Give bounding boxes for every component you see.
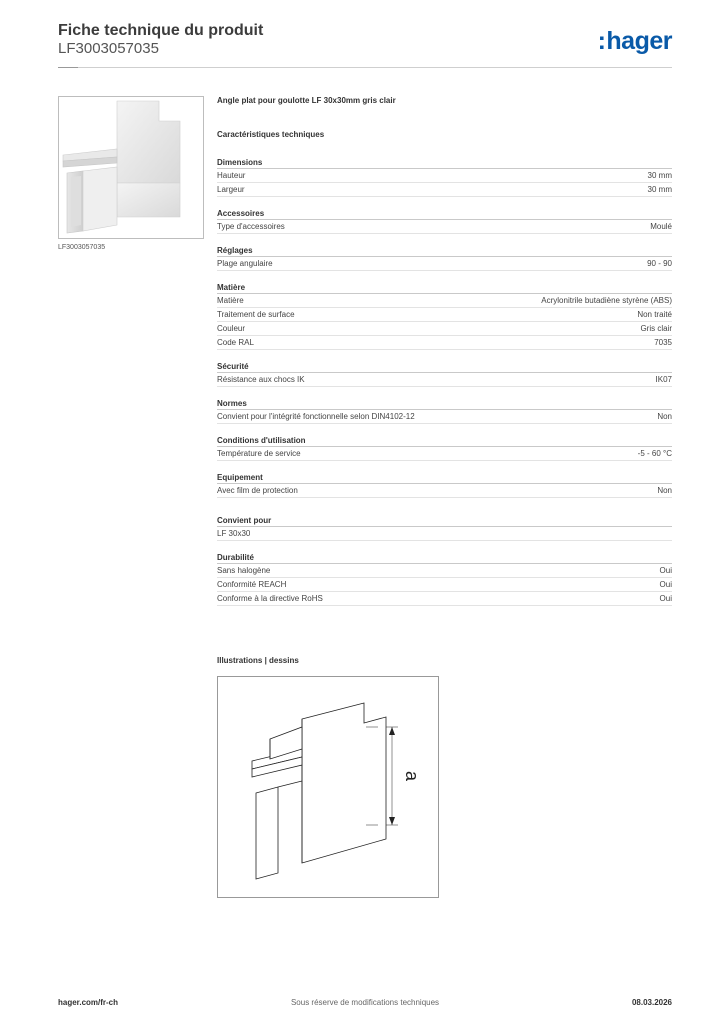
spec-row xyxy=(217,220,672,234)
spec-value: 30 mm xyxy=(647,185,672,194)
spec-row xyxy=(217,336,672,350)
section-title: Accessoires xyxy=(217,207,672,220)
section-title: Matière xyxy=(217,281,672,294)
spec-row xyxy=(217,373,672,387)
spec-label: Sans halogène xyxy=(217,566,271,575)
spec-section xyxy=(217,156,672,197)
header-divider xyxy=(58,67,672,68)
section-title: Conditions d'utilisation xyxy=(217,434,672,447)
spec-section xyxy=(217,360,672,387)
section-title: Dimensions xyxy=(217,156,672,169)
spec-value: Oui xyxy=(659,594,672,603)
page-header xyxy=(58,22,672,58)
spec-label: Température de service xyxy=(217,449,301,458)
section-title: Durabilité xyxy=(217,551,672,564)
footer-website[interactable]: hager.com/fr-ch xyxy=(58,998,119,1007)
spec-row xyxy=(217,447,672,461)
product-details xyxy=(217,96,672,616)
section-title: Normes xyxy=(217,397,672,410)
spec-row xyxy=(217,308,672,322)
spec-section xyxy=(217,551,672,606)
spec-sections xyxy=(217,156,672,606)
spec-value: Non traité xyxy=(637,310,672,319)
spec-row xyxy=(217,183,672,197)
header-divider-accent xyxy=(58,67,78,68)
photo-caption: LF3003057035 xyxy=(58,244,106,251)
product-title: Angle plat pour goulotte LF 30x30mm gris clair xyxy=(217,96,396,105)
spec-section xyxy=(217,434,672,461)
spec-label: Matière xyxy=(217,296,244,305)
logo-prefix: : xyxy=(597,27,606,55)
spec-value: Acrylonitrile butadiène styrène (ABS) xyxy=(541,296,672,305)
spec-label: Hauteur xyxy=(217,171,246,180)
spec-label: Couleur xyxy=(217,324,246,333)
footer-notice: Sous réserve de modifications techniques xyxy=(290,998,440,1007)
product-photo xyxy=(58,96,204,239)
footer-date: 08.03.2026 xyxy=(631,998,672,1007)
spec-label: Type d'accessoires xyxy=(217,222,285,231)
spec-value: Non xyxy=(657,486,672,495)
spec-row xyxy=(217,564,672,578)
spec-row xyxy=(217,484,672,498)
spec-section xyxy=(217,244,672,271)
section-title: Convient pour xyxy=(217,514,672,527)
spec-row xyxy=(217,169,672,183)
logo-text: hager xyxy=(606,27,672,55)
document-title: Fiche technique du produit xyxy=(58,22,264,39)
technical-drawing xyxy=(217,676,439,898)
spec-value: 7035 xyxy=(654,338,672,347)
spec-row xyxy=(217,592,672,606)
section-title: Réglages xyxy=(217,244,672,257)
spec-row xyxy=(217,578,672,592)
dimension-label: a xyxy=(402,770,422,782)
spec-row xyxy=(217,257,672,271)
spec-section xyxy=(217,471,672,498)
spec-value: Moulé xyxy=(650,222,672,231)
product-reference: LF3003057035 xyxy=(58,40,159,57)
spec-row xyxy=(217,322,672,336)
hager-logo xyxy=(598,27,672,56)
spec-value: IK07 xyxy=(655,375,672,384)
spec-section xyxy=(217,207,672,234)
spec-label: Conforme à la directive RoHS xyxy=(217,594,323,603)
spec-value: -5 - 60 °C xyxy=(637,449,672,458)
section-title: Sécurité xyxy=(217,360,672,373)
product-photo-image xyxy=(59,97,203,238)
spec-value: 30 mm xyxy=(647,171,672,180)
section-title: Equipement xyxy=(217,471,672,484)
spec-label: Plage angulaire xyxy=(217,259,273,268)
spec-row xyxy=(217,410,672,424)
spec-value: 90 - 90 xyxy=(647,259,672,268)
spec-value: Oui xyxy=(659,580,672,589)
spec-value: Non xyxy=(657,412,672,421)
spec-section xyxy=(217,397,672,424)
tech-heading: Caractéristiques techniques xyxy=(217,130,325,139)
spec-row xyxy=(217,294,672,308)
spec-value: Oui xyxy=(659,566,672,575)
spec-label: Conformité REACH xyxy=(217,580,287,589)
illustrations-title: Illustrations | dessins xyxy=(217,656,299,665)
spec-section xyxy=(217,514,672,541)
spec-row xyxy=(217,527,672,541)
spec-label: Largeur xyxy=(217,185,245,194)
technical-drawing-image xyxy=(218,677,438,897)
spec-label: LF 30x30 xyxy=(217,529,251,538)
spec-section xyxy=(217,281,672,350)
spec-label: Convient pour l'intégrité fonctionnelle selon DIN4102-12 xyxy=(217,412,415,421)
spec-value: Gris clair xyxy=(640,324,672,333)
spec-label: Avec film de protection xyxy=(217,486,298,495)
spec-label: Traitement de surface xyxy=(217,310,295,319)
spec-label: Code RAL xyxy=(217,338,254,347)
spec-label: Résistance aux chocs IK xyxy=(217,375,305,384)
